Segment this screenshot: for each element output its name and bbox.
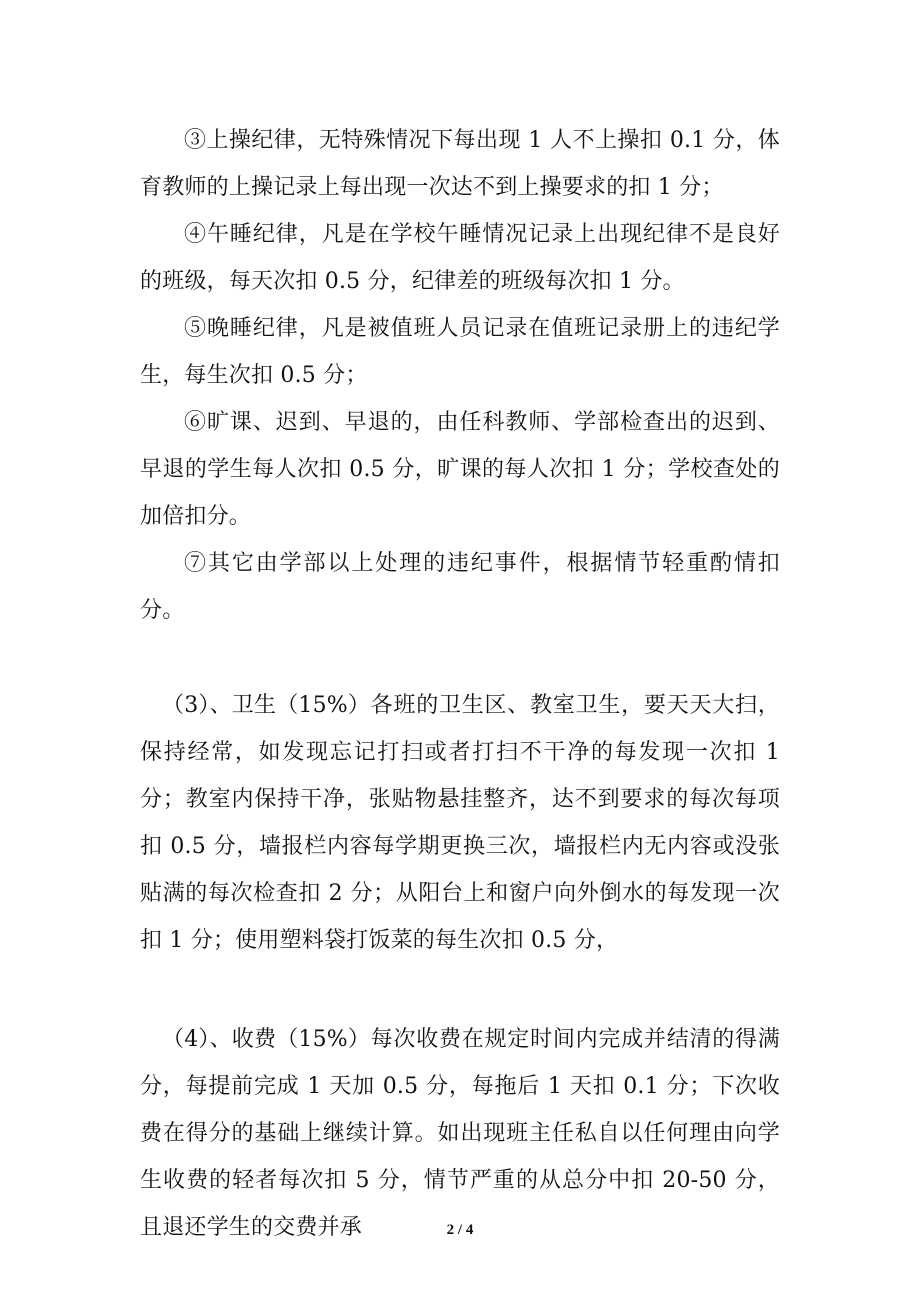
- paragraph-exercise-discipline: ③上操纪律，无特殊情况下每出现 1 人不上操扣 0.1 分，体育教师的上操记录上每出现一次达不到上操要求的扣 1 分；: [140, 128, 780, 200]
- document-body: [140, 117, 780, 1251]
- paragraph-night-sleep-discipline: ⑤晚睡纪律，凡是被值班人员记录在值班记录册上的违纪学生，每生次扣 0.5 分；: [140, 316, 780, 388]
- section-fees-heading: （4）、收费（15%）: [162, 1027, 371, 1052]
- section-fees: [140, 1016, 780, 1251]
- section-hygiene-heading: （3）、卫生（15%）: [162, 693, 371, 718]
- section-hygiene-text: 各班的卫生区、教室卫生，要天天大扫，保持经常，如发现忘记打扫或者打扫不干净的每发现一次扣 1 分；教室内保持干净，张贴物悬挂整齐，达不到要求的每次每项扣 0.5 分，墙报栏内容每学期更换三次，墙报栏内无内容或没张贴满的每次检查扣 2 分；从阳台上和窗户向外倒水的每发现一次扣 1 分；使用塑料袋打饭菜的每生次扣 0.5 分，: [140, 693, 780, 953]
- paragraph-gap: [140, 634, 780, 682]
- paragraph-other-violations: ⑦其它由学部以上处理的违纪事件，根据情节轻重酌情扣分。: [140, 551, 780, 623]
- paragraph-nap-discipline: ④午睡纪律，凡是在学校午睡情况记录上出现纪律不是良好的班级，每天次扣 0.5 分，纪律差的班级每次扣 1 分。: [140, 222, 780, 294]
- section-hygiene: [140, 682, 780, 964]
- paragraph-truancy-lateness: ⑥旷课、迟到、早退的，由任科教师、学部检查出的迟到、早退的学生每人次扣 0.5 分，旷课的每人次扣 1 分；学校查处的加倍扣分。: [140, 410, 780, 529]
- section-fees-text: 每次收费在规定时间内完成并结清的得满分，每提前完成 1 天加 0.5 分，每拖后 1 天扣 0.1 分；下次收费在得分的基础上继续计算。如出现班主任私自以任何理由向学生收费的轻者每次扣 5 分，情节严重的从总分中扣 20-50 分，且退还学生的交费并承: [140, 1027, 780, 1240]
- page-number: 2 / 4: [446, 1222, 474, 1238]
- paragraph-gap: [140, 964, 780, 1016]
